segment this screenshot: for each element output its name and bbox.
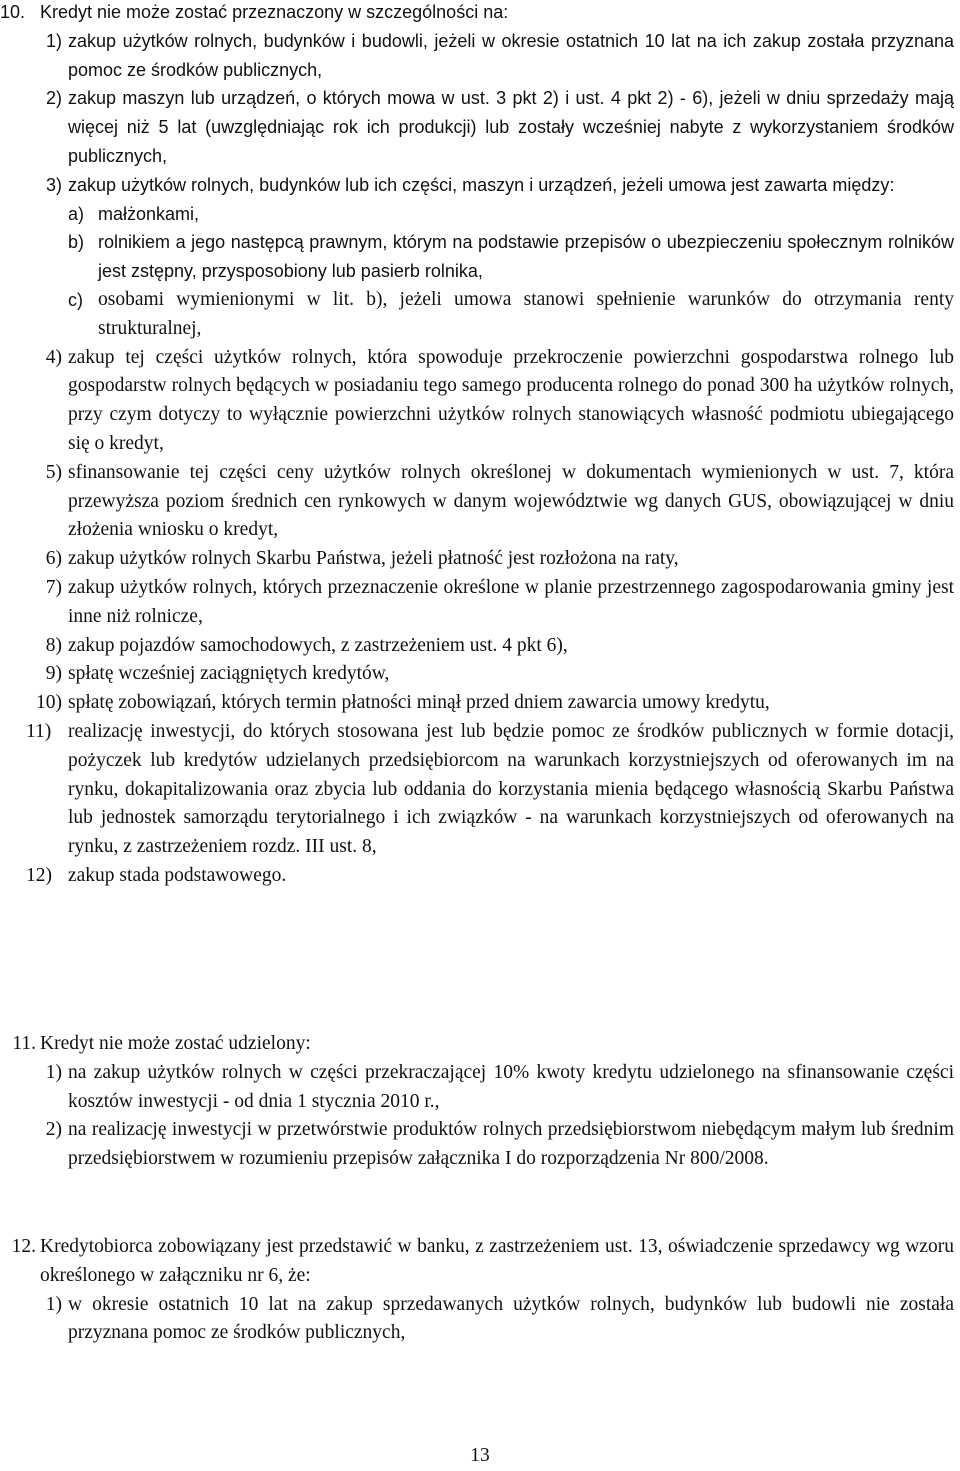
list-item <box>42 27 954 85</box>
list-item <box>42 574 954 632</box>
item-text: zakup użytków rolnych Skarbu Państwa, jeżeli płatność jest rozłożona na raty, <box>68 548 679 570</box>
sub-item-text: osobami wymienionymi w lit. b), jeżeli umowa stanowi spełnienie warunków do otrzymania renty strukturalnej, <box>98 288 954 339</box>
list-item <box>42 344 954 459</box>
item-text: zakup użytków rolnych, których przeznaczenie określone w planie przestrzennego zagospodarowania gminy jest inne niż rolnicze, <box>68 576 954 627</box>
item-text: na realizację inwestycji w przetwórstwie produktów rolnych przedsiębiorstwom niebędącym małym lub średnim przedsiębiorstwem w rozumieniu przepisów załącznika I do rozporządzenia Nr 800/2008. <box>68 1119 954 1170</box>
section-number: 11. <box>12 1033 36 1054</box>
item-text: realizację inwestycji, do których stosowana jest lub będzie pomoc ze środków publicznych w formie dotacji, pożyczek lub kredytów udzielanych przedsiębiorcom na warunkach korzystniejszych od oferowanych im na rynku, dokapitalizowania oraz zbycia lub oddania do korzystania mienia będącego własnością Skarbu Państwa lub jednostek samorządu terytorialnego i ich związków - na warunkach korzystniejszych od oferowanych na rynku, z zastrzeżeniem rozdz. III ust. 8, <box>68 720 954 858</box>
item-number: 1) <box>45 30 62 51</box>
section-number: 12. <box>11 1236 36 1257</box>
item-number: 5) <box>45 461 62 483</box>
list-item <box>42 1116 954 1174</box>
item-number: 9) <box>45 663 62 685</box>
page-number: 13 <box>470 1445 490 1466</box>
sub-item <box>68 200 954 229</box>
sub-item <box>68 228 954 286</box>
item-body <box>68 171 954 344</box>
list-item <box>42 84 954 170</box>
section-items <box>0 27 954 891</box>
list-item <box>42 459 954 545</box>
item-number: 2) <box>45 88 62 109</box>
item-text: na zakup użytków rolnych w części przekraczającej 10% kwoty kredytu udzielonego na sfinansowanie części kosztów inwestycji - od dnia 1 stycznia 2010 r., <box>68 1061 954 1112</box>
list-item <box>42 545 954 574</box>
item-text: zakup pojazdów samochodowych, z zastrzeżeniem ust. 4 pkt 6), <box>68 634 568 656</box>
sub-item-letter: a) <box>68 203 85 224</box>
item-text: w okresie ostatnich 10 lat na zakup sprzedawanych użytków rolnych, budynków lub budowli nie została przyznana pomoc ze środków publicznych, <box>68 1293 954 1344</box>
item-number: 7) <box>45 576 62 598</box>
section-11 <box>0 1030 954 1174</box>
list-item <box>26 862 954 891</box>
list-item <box>26 689 954 718</box>
item-text: zakup użytków rolnych, budynków i budowli, jeżeli w okresie ostatnich 10 lat na ich zakup została przyznana pomoc ze środków publicznych, <box>68 30 954 80</box>
section-heading <box>0 1030 954 1059</box>
item-number: 4) <box>45 346 62 368</box>
item-text: spłatę zobowiązań, których termin płatności minął przed dniem zawarcia umowy kredytu, <box>68 692 770 714</box>
item-number: 8) <box>45 634 62 656</box>
item-text: zakup tej części użytków rolnych, która spowoduje przekroczenie powierzchni gospodarstwa rolnego lub gospodarstw rolnych będących w posiadaniu tego samego producenta rolnego do ponad 300 ha użytków rolnych, przy czym dotyczy to wyłącznie powierzchni użytków rolnych stanowiących własność podmiotu ubiegającego się o kredyt, <box>68 346 954 454</box>
sub-item-text: małżonkami, <box>98 203 200 224</box>
list-item <box>42 632 954 661</box>
section-number: 10. <box>0 2 26 22</box>
list-item <box>42 660 954 689</box>
section-title: Kredytobiorca zobowiązany jest przedstawić w banku, z zastrzeżeniem ust. 13, oświadczenie sprzedawcy wg wzoru określonego w załączniku nr 6, że: <box>40 1236 954 1286</box>
item-text: spłatę wcześniej zaciągniętych kredytów, <box>68 663 390 685</box>
section-heading <box>0 0 954 27</box>
sub-item-text: rolnikiem a jego następcą prawnym, którym na podstawie przepisów o ubezpieczeniu społecznym rolników jest zstępny, przysposobiony lub pasierb rolnika, <box>98 232 954 282</box>
item-number: 10) <box>36 692 62 714</box>
section-title: Kredyt nie może zostać przeznaczony w szczególności na: <box>40 2 509 22</box>
item-text: sfinansowanie tej części ceny użytków rolnych określonej w dokumentach wymienionych w ust. 7, która przewyższa poziom średnich cen rynkowych w danym województwie wg danych GUS, obowiązującej w dniu złożenia wniosku o kredyt, <box>68 461 954 541</box>
item-number: 1) <box>45 1293 62 1315</box>
sub-item-letter: b) <box>68 232 85 253</box>
item-text: zakup stada podstawowego. <box>68 864 287 886</box>
item-number: 1) <box>45 1061 62 1083</box>
section-items <box>0 1291 954 1349</box>
list-item <box>26 718 954 862</box>
item-text: zakup użytków rolnych, budynków lub ich części, maszyn i urządzeń, jeżeli umowa jest zawarta między: <box>68 174 895 195</box>
section-12 <box>0 1233 954 1348</box>
section-title: Kredyt nie może zostać udzielony: <box>40 1033 311 1054</box>
item-number: 6) <box>45 548 62 570</box>
list-item <box>42 171 954 344</box>
section-heading <box>0 1233 954 1291</box>
sub-item <box>68 286 954 344</box>
item-number: 3) <box>45 174 62 195</box>
section-items <box>0 1059 954 1174</box>
item-text: zakup maszyn lub urządzeń, o których mowa w ust. 3 pkt 2) i ust. 4 pkt 2) - 6), jeżeli w dniu sprzedaży mają więcej niż 5 lat (uwzględniając rok ich produkcji) lub zostały wcześniej nabyte z wykorzystaniem środków publicznych, <box>68 88 954 166</box>
item-number: 11) <box>26 720 52 742</box>
list-item <box>42 1291 954 1349</box>
list-item <box>42 1059 954 1117</box>
sub-item-letter: c) <box>68 289 83 310</box>
item-number: 2) <box>45 1119 62 1141</box>
item-number: 12) <box>26 864 52 886</box>
